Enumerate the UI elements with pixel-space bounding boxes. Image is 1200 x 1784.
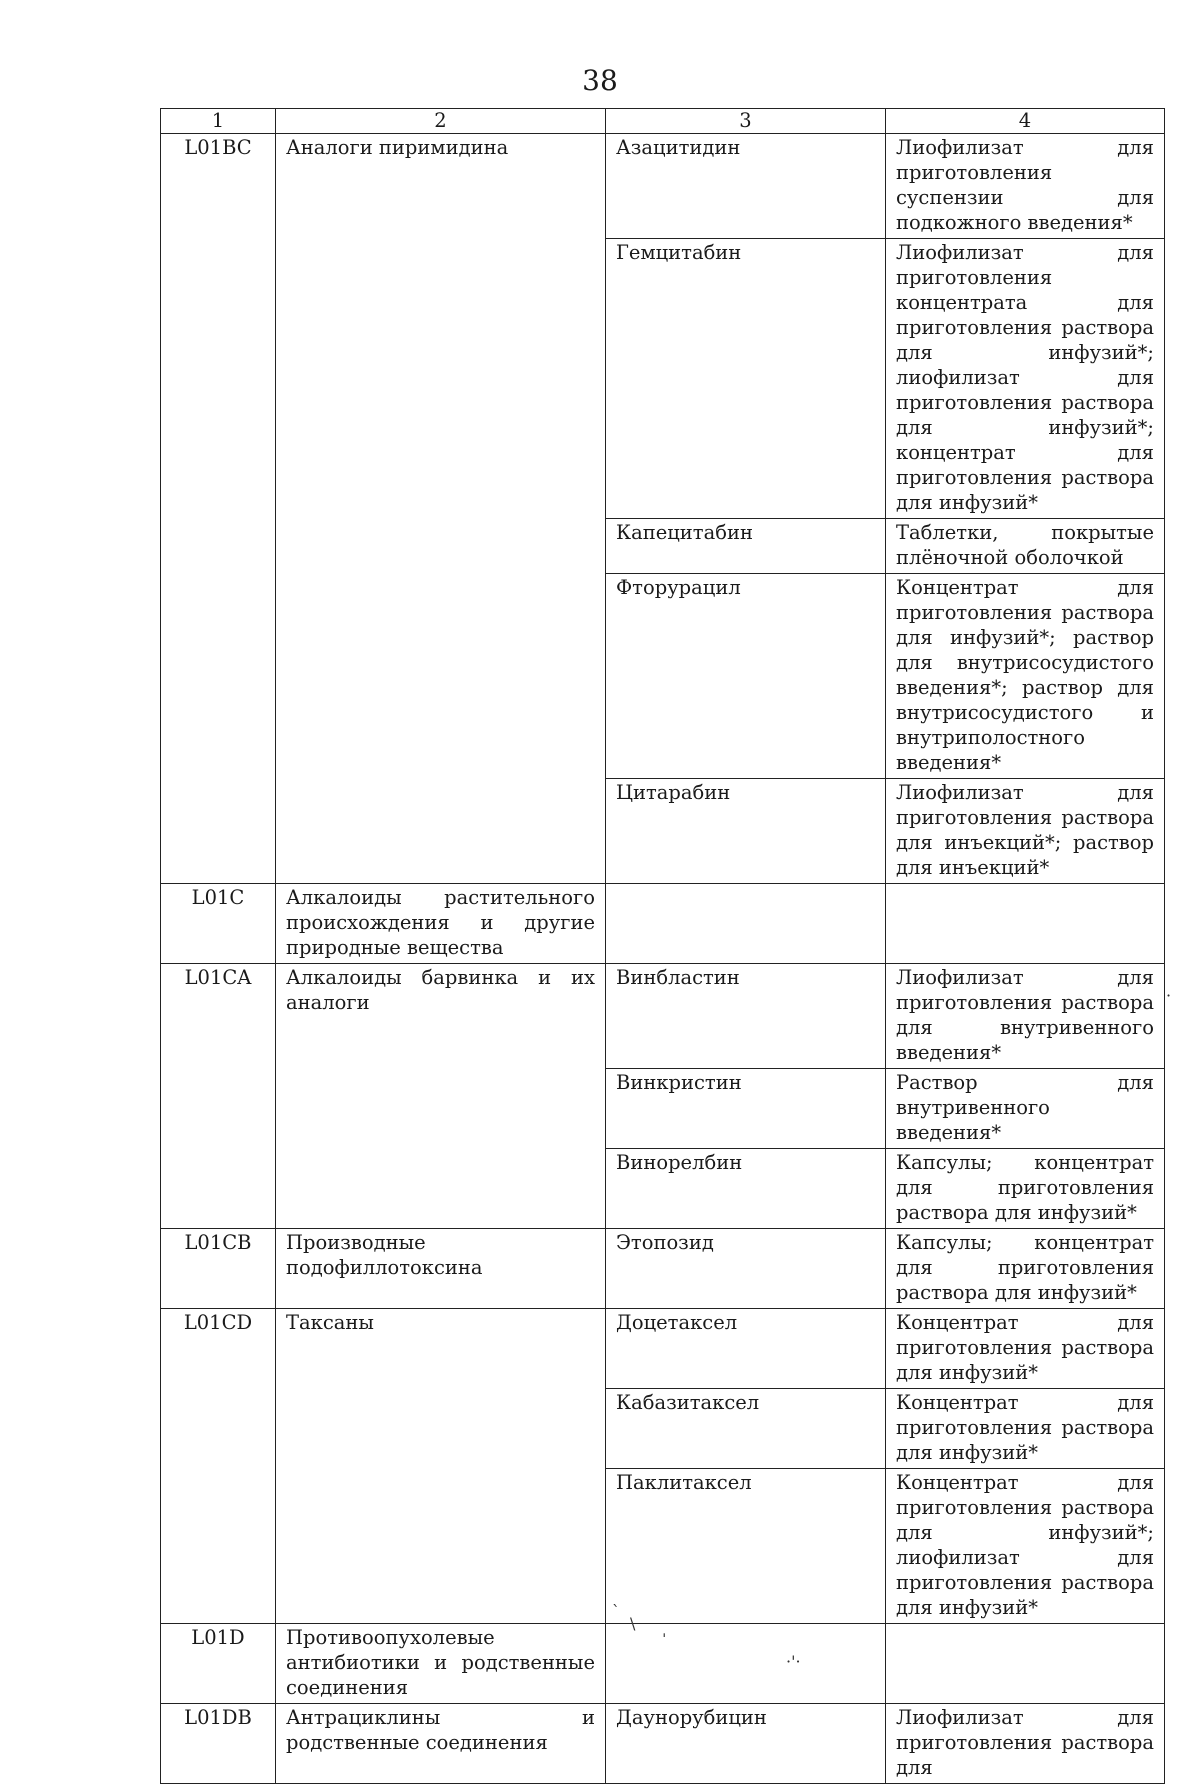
dosage-form-cell: Капсулы; концентрат для приготовления раствора для инфузий* (886, 1229, 1165, 1309)
drug-name-cell: Винбластин (606, 964, 886, 1069)
scan-mark: ·'· (786, 1652, 801, 1671)
dosage-form-cell: Концентрат для приготовления раствора для инфузий*; лиофилизат для приготовления раствора для инфузий* (886, 1469, 1165, 1624)
scan-mark: ` (612, 1602, 620, 1621)
table-row (161, 1309, 1165, 1389)
header-cell-1: 1 (161, 109, 276, 134)
drug-name-cell: Цитарабин (606, 779, 886, 884)
drug-name-cell: Этопозид (606, 1229, 886, 1309)
drug-table (160, 108, 1165, 1784)
header-cell-2: 2 (276, 109, 606, 134)
atc-code-cell: L01DB (161, 1704, 276, 1784)
scan-mark: ˌ (662, 1620, 667, 1639)
table-row (161, 134, 1165, 239)
group-name-cell: Противоопухолевые антибиотики и родственные соединения (276, 1624, 606, 1704)
atc-code-cell: L01CB (161, 1229, 276, 1309)
table-row (161, 1704, 1165, 1784)
drug-name-cell: Даунорубицин (606, 1704, 886, 1784)
drug-name-cell: Фторурацил (606, 574, 886, 779)
dosage-form-cell: Лиофилизат для приготовления раствора для внутривенного введения* (886, 964, 1165, 1069)
drug-name-cell: Гемцитабин (606, 239, 886, 519)
drug-name-cell: Паклитаксел (606, 1469, 886, 1624)
group-name-cell: Таксаны (276, 1309, 606, 1624)
atc-code-cell: L01C (161, 884, 276, 964)
drug-name-cell (606, 1624, 886, 1704)
header-row (161, 109, 1165, 134)
header-cell-4: 4 (886, 109, 1165, 134)
table-row (161, 964, 1165, 1069)
drug-name-cell: Винорелбин (606, 1149, 886, 1229)
dosage-form-cell: Концентрат для приготовления раствора для инфузий*; раствор для внутрисосудистого введения*; раствор для внутрисосудистого и внутриполостного введения* (886, 574, 1165, 779)
dosage-form-cell: Таблетки, покрытые плёночной оболочкой (886, 519, 1165, 574)
dosage-form-cell: Раствор для внутривенного введения* (886, 1069, 1165, 1149)
drug-name-cell: Доцетаксел (606, 1309, 886, 1389)
dosage-form-cell: Концентрат для приготовления раствора для инфузий* (886, 1389, 1165, 1469)
dosage-form-cell: Концентрат для приготовления раствора для инфузий* (886, 1309, 1165, 1389)
header-cell-3: 3 (606, 109, 886, 134)
atc-code-cell: L01BC (161, 134, 276, 884)
dosage-form-cell (886, 1624, 1165, 1704)
table-row (161, 1229, 1165, 1309)
drug-name-cell: Капецитабин (606, 519, 886, 574)
dosage-form-cell: Капсулы; концентрат для приготовления раствора для инфузий* (886, 1149, 1165, 1229)
dosage-form-cell: Лиофилизат для приготовления раствора для (886, 1704, 1165, 1784)
dosage-form-cell (886, 884, 1165, 964)
atc-code-cell: L01CA (161, 964, 276, 1229)
drug-name-cell: Винкристин (606, 1069, 886, 1149)
group-name-cell: Производные подофиллотоксина (276, 1229, 606, 1309)
group-name-cell: Аналоги пиримидина (276, 134, 606, 884)
page-number: 38 (582, 64, 618, 97)
dosage-form-cell: Лиофилизат для приготовления концентрата для приготовления раствора для инфузий*; лиофилизат для приготовления раствора для инфузий*; концентрат для приготовления раствора для инфузий* (886, 239, 1165, 519)
scan-mark: \ (630, 1614, 636, 1633)
dosage-form-cell: Лиофилизат для приготовления раствора для инъекций*; раствор для инъекций* (886, 779, 1165, 884)
scan-mark: · (1166, 986, 1172, 1005)
drug-table-body (161, 109, 1165, 1784)
drug-name-cell: Кабазитаксел (606, 1389, 886, 1469)
drug-name-cell (606, 884, 886, 964)
group-name-cell: Антрациклины и родственные соединения (276, 1704, 606, 1784)
atc-code-cell: L01CD (161, 1309, 276, 1624)
table-row (161, 884, 1165, 964)
atc-code-cell: L01D (161, 1624, 276, 1704)
group-name-cell: Алкалоиды барвинка и их аналоги (276, 964, 606, 1229)
drug-name-cell: Азацитидин (606, 134, 886, 239)
dosage-form-cell: Лиофилизат для приготовления суспензии для подкожного введения* (886, 134, 1165, 239)
group-name-cell: Алкалоиды растительного происхождения и другие природные вещества (276, 884, 606, 964)
